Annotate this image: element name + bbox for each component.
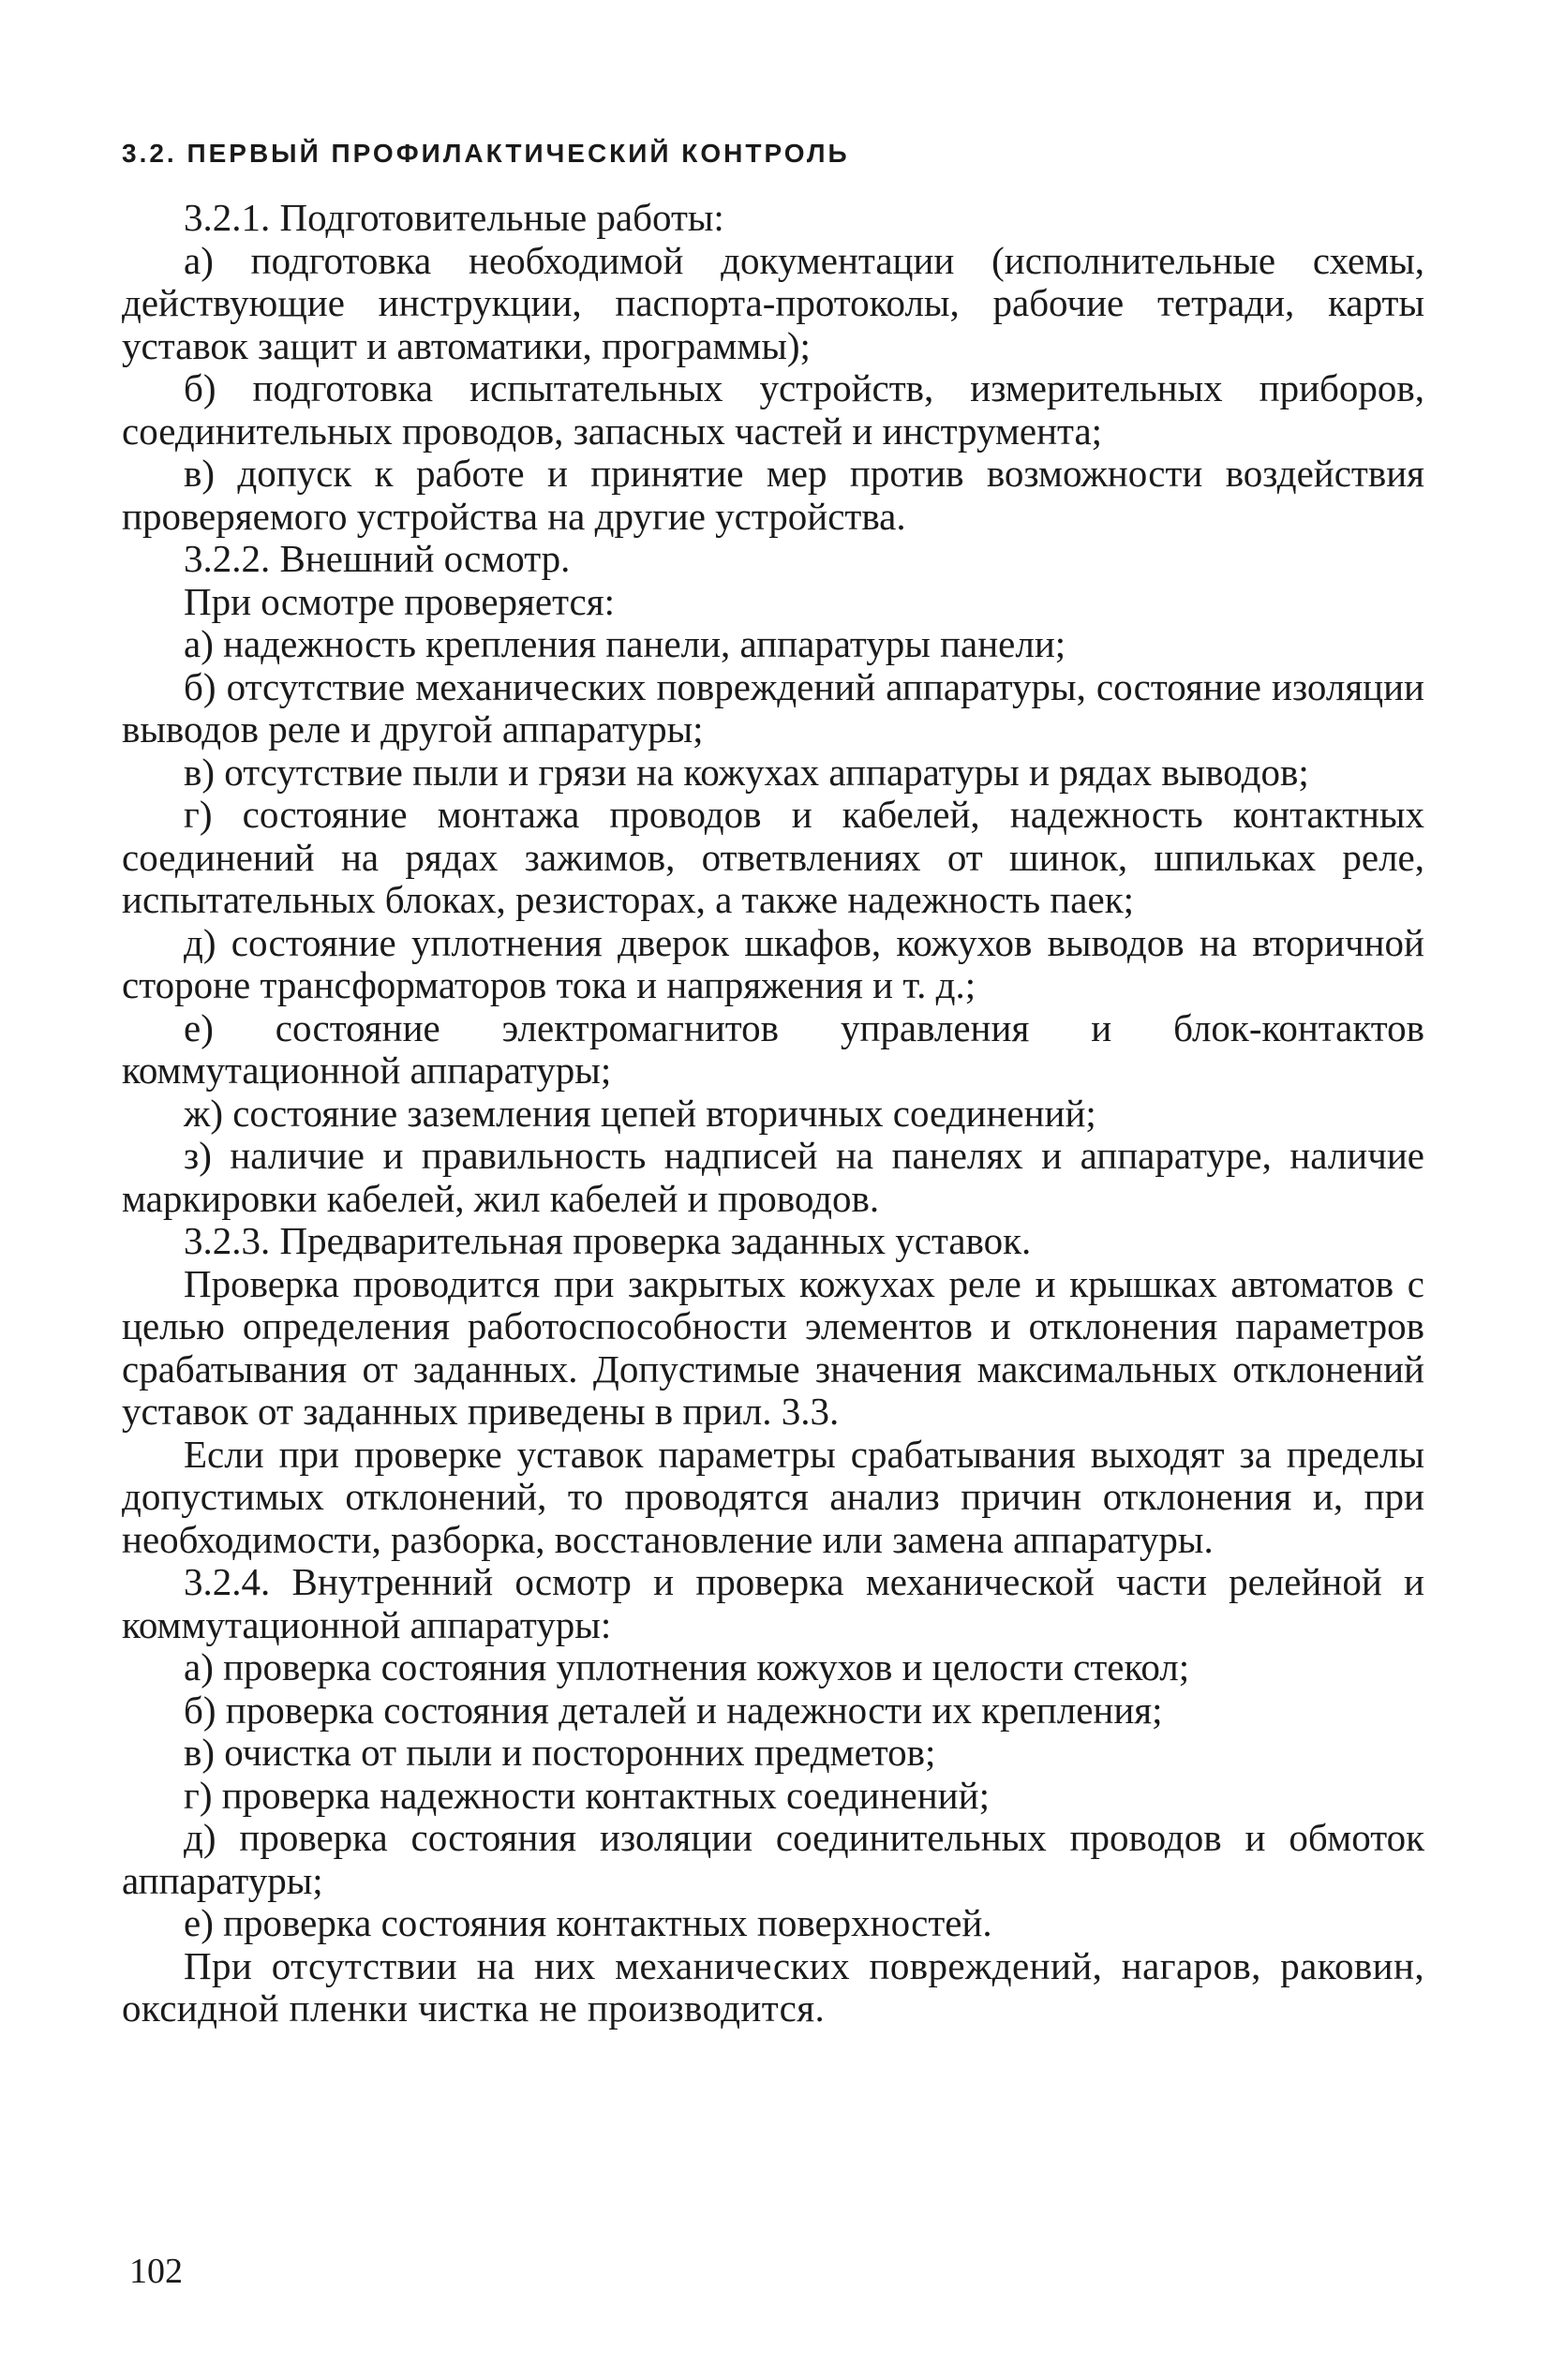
- list-item: б) проверка состояния деталей и надежности их крепления;: [184, 1688, 1163, 1732]
- section-heading: 3.2. ПЕРВЫЙ ПРОФИЛАКТИЧЕСКИЙ КОНТРОЛЬ: [122, 139, 850, 168]
- list-item: е) состояние электромагнитов управления и блок-контактов коммутационной аппаратуры;: [122, 1005, 1424, 1092]
- list-item: а) надежность крепления панели, аппаратуры панели;: [184, 622, 1066, 665]
- paragraph: 3.2.1. Подготовительные работы:: [184, 196, 724, 239]
- list-item: г) состояние монтажа проводов и кабелей, надежность контактных соединений на рядах зажимов, ответвлениях от шинок, шпильках реле, испытательных блоках, резисторах, а также надежность паек;: [122, 793, 1424, 921]
- list-item: з) наличие и правильность надписей на панелях и аппаратуре, наличие маркировки кабелей, жил кабелей и проводов.: [122, 1134, 1424, 1220]
- paragraph: Если при проверке уставок параметры срабатывания выходят за пределы допустимых отклонений, то проводятся анализ причин отклонения и, при необходимости, разборка, восстановление или замена аппаратуры.: [122, 1432, 1424, 1561]
- list-item: а) проверка состояния уплотнения кожухов и целости стекол;: [184, 1645, 1190, 1688]
- list-item: в) очистка от пыли и посторонних предметов;: [184, 1731, 936, 1774]
- list-item: г) проверка надежности контактных соединений;: [184, 1773, 990, 1817]
- paragraph: При отсутствии на них механических повреждений, нагаров, раковин, оксидной пленки чистка не производится.: [122, 1943, 1424, 2030]
- document-page: [122, 0, 1424, 2380]
- list-item: д) проверка состояния изоляции соединительных проводов и обмоток аппаратуры;: [122, 1816, 1424, 1902]
- body-text: [122, 197, 1424, 2030]
- list-item: ж) состояние заземления цепей вторичных соединений;: [184, 1091, 1096, 1135]
- paragraph: 3.2.3. Предварительная проверка заданных уставок.: [184, 1219, 1032, 1262]
- list-item: а) подготовка необходимой документации (исполнительные схемы, действующие инструкции, паспорта-протоколы, рабочие тетради, карты уставок защит и автоматики, программы);: [122, 238, 1424, 367]
- paragraph: Проверка проводится при закрытых кожухах реле и крышках автоматов с целью определения работоспособности элементов и отклонения параметров срабатывания от заданных. Допустимые значения максимальных отклонений уставок от заданных приведены в прил. 3.3.: [122, 1261, 1424, 1433]
- paragraph: При осмотре проверяется:: [184, 579, 615, 623]
- page-number: 102: [129, 2252, 183, 2291]
- list-item: в) отсутствие пыли и грязи на кожухах аппаратуры и рядах выводов;: [184, 750, 1309, 794]
- paragraph: 3.2.2. Внешний осмотр.: [184, 537, 571, 580]
- list-item: в) допуск к работе и принятие мер против возможности воздействия проверяемого устройства на другие устройства.: [122, 452, 1424, 538]
- list-item: е) проверка состояния контактных поверхностей.: [184, 1901, 992, 1944]
- paragraph: 3.2.4. Внутренний осмотр и проверка механической части релейной и коммутационной аппаратуры:: [122, 1560, 1424, 1646]
- list-item: д) состояние уплотнения дверок шкафов, кожухов выводов на вторичной стороне трансформаторов тока и напряжения и т. д.;: [122, 920, 1424, 1006]
- list-item: б) подготовка испытательных устройств, измерительных приборов, соединительных проводов, запасных частей и инструмента;: [122, 366, 1424, 453]
- list-item: б) отсутствие механических повреждений аппаратуры, состояние изоляции выводов реле и другой аппаратуры;: [122, 664, 1424, 751]
